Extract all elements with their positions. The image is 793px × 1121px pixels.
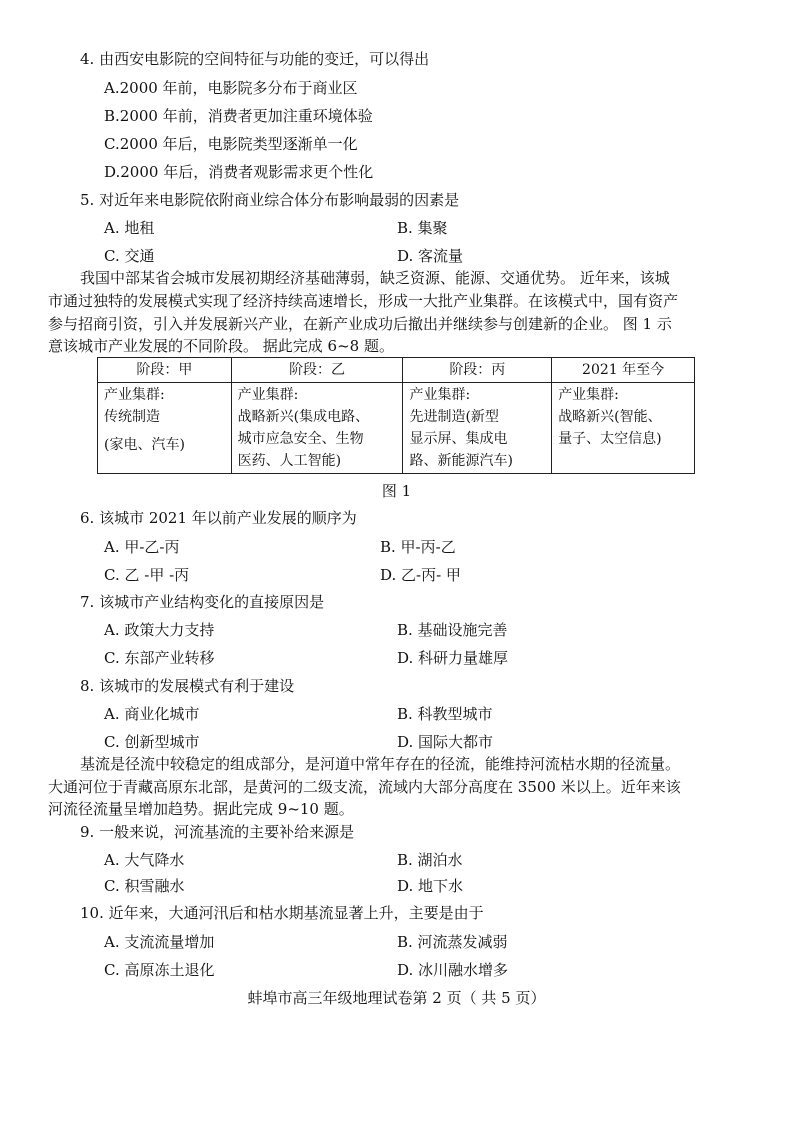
q6-option-c: C. 乙 -甲 -丙 — [104, 566, 190, 584]
cell-line: 产业集群: — [558, 387, 619, 403]
cell-line: 产业集群: — [409, 387, 471, 403]
page-footer: 蚌埠市高三年级地理试卷第 2 页（ 共 5 页） — [247, 989, 546, 1007]
passage-2-line-3: 河流径流量呈增加趋势。据此完成 9~10 题。 — [48, 800, 354, 818]
q10-option-d: D. 冰川融水增多 — [397, 961, 509, 979]
figure-caption: 图 1 — [381, 482, 412, 500]
stage-jia-cell — [98, 383, 232, 474]
q10-option-c: C. 高原冻土退化 — [104, 961, 215, 979]
cell-line: 产业集群: — [237, 387, 299, 403]
q10-option-a: A. 支流流量增加 — [104, 933, 215, 951]
q5-option-c: C. 交通 — [104, 247, 155, 265]
passage-1-line-3: 参与招商引资，引入并发展新兴产业，在新产业成功后撤出并继续参与创建新的企业。 图 1 示 — [48, 315, 672, 333]
question-6-stem: 6. 该城市 2021 年以前产业发展的顺序为 — [80, 509, 357, 527]
cell-line: 城市应急安全、生物 — [237, 431, 364, 447]
passage-2-line-1: 基流是径流中较稳定的组成部分，是河道中常年存在的径流，能维持河流枯水期的径流量。 — [80, 755, 681, 773]
q4-option-d: D.2000 年后，消费者观影需求更个性化 — [104, 163, 374, 181]
q9-option-b: B. 湖泊水 — [397, 851, 463, 869]
question-8-stem: 8. 该城市的发展模式有利于建设 — [80, 677, 295, 695]
q7-option-c: C. 东部产业转移 — [104, 649, 215, 667]
question-4-stem: 4. 由西安电影院的空间特征与功能的变迁，可以得出 — [80, 50, 430, 68]
question-7-stem: 7. 该城市产业结构变化的直接原因是 — [80, 593, 325, 611]
q7-option-b: B. 基础设施完善 — [397, 621, 508, 639]
passage-1-line-4: 意该城市产业发展的不同阶段。 据此完成 6~8 题。 — [48, 337, 394, 355]
q9-option-c: C. 积雪融水 — [104, 877, 185, 895]
table-header-cell: 阶段：乙 — [231, 358, 403, 383]
q4-option-b: B.2000 年前，消费者更加注重环境体验 — [104, 107, 373, 125]
q8-option-d: D. 国际大都市 — [397, 733, 494, 751]
q8-option-c: C. 创新型城市 — [104, 733, 200, 751]
question-5-stem: 5. 对近年来电影院依附商业综合体分布影响最弱的因素是 — [80, 191, 460, 209]
q6-option-a: A. 甲-乙-丙 — [104, 538, 180, 556]
q9-option-d: D. 地下水 — [397, 877, 464, 895]
q6-option-d: D. 乙-丙- 甲 — [380, 566, 461, 584]
cell-line: 战略新兴(集成电路、 — [237, 409, 370, 425]
industry-stage-table — [97, 357, 695, 474]
q6-option-b: B. 甲-丙-乙 — [380, 538, 456, 556]
cell-line: 产业集群: — [104, 387, 165, 403]
stage-2021-cell — [552, 383, 695, 474]
cell-line: 医药、人工智能) — [237, 453, 342, 469]
q4-option-c: C.2000 年后，电影院类型逐渐单一化 — [104, 135, 358, 153]
table-row — [98, 383, 695, 474]
passage-1-line-2: 市通过独特的发展模式实现了经济持续高速增长，形成一大批产业集群。在该模式中，国有资产 — [48, 292, 679, 310]
table-header-cell: 阶段：甲 — [98, 358, 232, 383]
stage-bing-cell — [403, 383, 552, 474]
question-9-stem: 9. 一般来说，河流基流的主要补给来源是 — [80, 823, 355, 841]
q7-option-d: D. 科研力量雄厚 — [397, 649, 509, 667]
cell-line: 先进制造(新型 — [409, 409, 499, 425]
stage-yi-cell — [231, 383, 403, 474]
table-header-cell: 2021 年至今 — [552, 358, 695, 383]
q4-option-a: A.2000 年前，电影院多分布于商业区 — [104, 79, 358, 97]
q5-option-d: D. 客流量 — [397, 247, 464, 265]
q10-option-b: B. 河流蒸发减弱 — [397, 933, 508, 951]
table-header-row — [98, 358, 695, 383]
cell-line: 战略新兴(智能、 — [558, 409, 662, 425]
q8-option-a: A. 商业化城市 — [104, 705, 200, 723]
cell-line: (家电、汽车) — [104, 437, 185, 453]
question-10-stem: 10. 近年来，大通河汛后和枯水期基流显著上升，主要是由于 — [80, 904, 484, 922]
q7-option-a: A. 政策大力支持 — [104, 621, 215, 639]
cell-line: 显示屏、集成电 — [409, 431, 508, 447]
q8-option-b: B. 科教型城市 — [397, 705, 493, 723]
cell-line: 量子、太空信息) — [558, 431, 662, 447]
table-header-cell: 阶段：丙 — [403, 358, 552, 383]
cell-line: 传统制造 — [104, 409, 160, 425]
q5-option-b: B. 集聚 — [397, 219, 448, 237]
q9-option-a: A. 大气降水 — [104, 851, 185, 869]
cell-line: 路、新能源汽车) — [409, 453, 513, 469]
passage-1-line-1: 我国中部某省会城市发展初期经济基础薄弱，缺乏资源、能源、交通优势。 近年来，该城 — [80, 269, 670, 287]
passage-2-line-2: 大通河位于青藏高原东北部，是黄河的二级支流，流域内大部分高度在 3500 米以上。近年来该 — [48, 778, 681, 796]
q5-option-a: A. 地租 — [104, 219, 155, 237]
